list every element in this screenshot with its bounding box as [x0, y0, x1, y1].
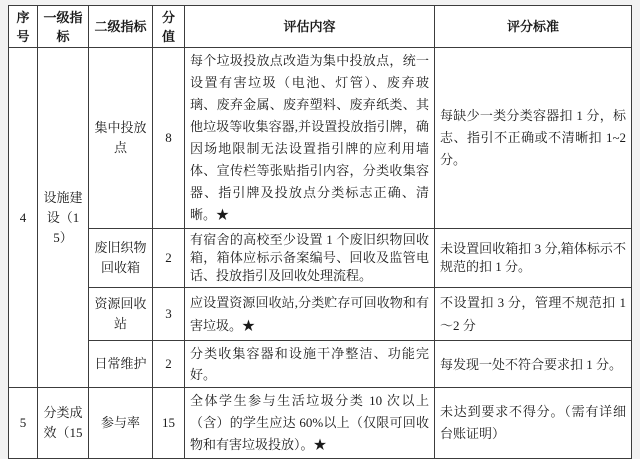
- col-header-content: 评估内容: [185, 6, 435, 48]
- level1-indicator-cell: 分类成效（15: [38, 388, 89, 459]
- level2-indicator-cell: 资源回收站: [89, 288, 153, 341]
- content-cell: 全体学生参与生活垃圾分类 10 次以上（含）的学生应达 60%以上（仅限可回收物和有害垃圾投放）。★: [185, 388, 435, 459]
- level2-indicator-cell: 集中投放点: [89, 48, 153, 229]
- table-row: [9, 229, 632, 288]
- score-cell: 15: [153, 388, 185, 459]
- level2-indicator-cell: 日常维护: [89, 341, 153, 388]
- criteria-cell: 每缺少一类分类容器扣 1 分，标志、指引不正确或不清晰扣 1~2 分。: [435, 48, 632, 229]
- col-header-level1: 一级指标: [38, 6, 89, 48]
- content-cell: 应设置资源回收站,分类贮存可回收物和有害垃圾。★: [185, 288, 435, 341]
- col-header-score: 分值: [153, 6, 185, 48]
- score-cell: 2: [153, 229, 185, 288]
- seq-cell: 4: [9, 48, 38, 388]
- level2-indicator-cell: 废旧织物回收箱: [89, 229, 153, 288]
- level2-indicator-cell: 参与率: [89, 388, 153, 459]
- level1-indicator-cell: 设施建设（15）: [38, 48, 89, 388]
- content-cell: 有宿舍的高校至少设置 1 个废旧织物回收箱，箱体应标示备案编号、回收及监管电话、投放指引及回收处理流程。: [185, 229, 435, 288]
- table-header-row: [9, 6, 632, 48]
- criteria-cell: 不设置扣 3 分，管理不规范扣 1～2 分: [435, 288, 632, 341]
- evaluation-criteria-table: [8, 5, 632, 459]
- criteria-cell: 未设置回收箱扣 3 分,箱体标示不规范的扣 1 分。: [435, 229, 632, 288]
- col-header-level2: 二级指标: [89, 6, 153, 48]
- table-row: [9, 288, 632, 341]
- col-header-criteria: 评分标准: [435, 6, 632, 48]
- score-cell: 3: [153, 288, 185, 341]
- seq-cell: 5: [9, 388, 38, 459]
- criteria-cell: 未达到要求不得分。（需有详细台账证明）: [435, 388, 632, 459]
- table-row: [9, 388, 632, 459]
- col-header-seq: 序号: [9, 6, 38, 48]
- criteria-cell: 每发现一处不符合要求扣 1 分。: [435, 341, 632, 388]
- table-row: [9, 341, 632, 388]
- content-cell: 每个垃圾投放点改造为集中投放点，统一设置有害垃圾（电池、灯管）、废弃玻璃、废弃金属、废弃塑料、废弃纸类、其他垃圾等收集容器,并设置投放指引牌，确因场地限制无法设置指引牌的应利用墙体、宣传栏等张贴指引内容，分类收集容器、指引牌及投放点分类标志正确、清晰。★: [185, 48, 435, 229]
- score-cell: 2: [153, 341, 185, 388]
- content-cell: 分类收集容器和设施干净整洁、功能完好。: [185, 341, 435, 388]
- table: [8, 5, 632, 459]
- table-row: [9, 48, 632, 229]
- score-cell: 8: [153, 48, 185, 229]
